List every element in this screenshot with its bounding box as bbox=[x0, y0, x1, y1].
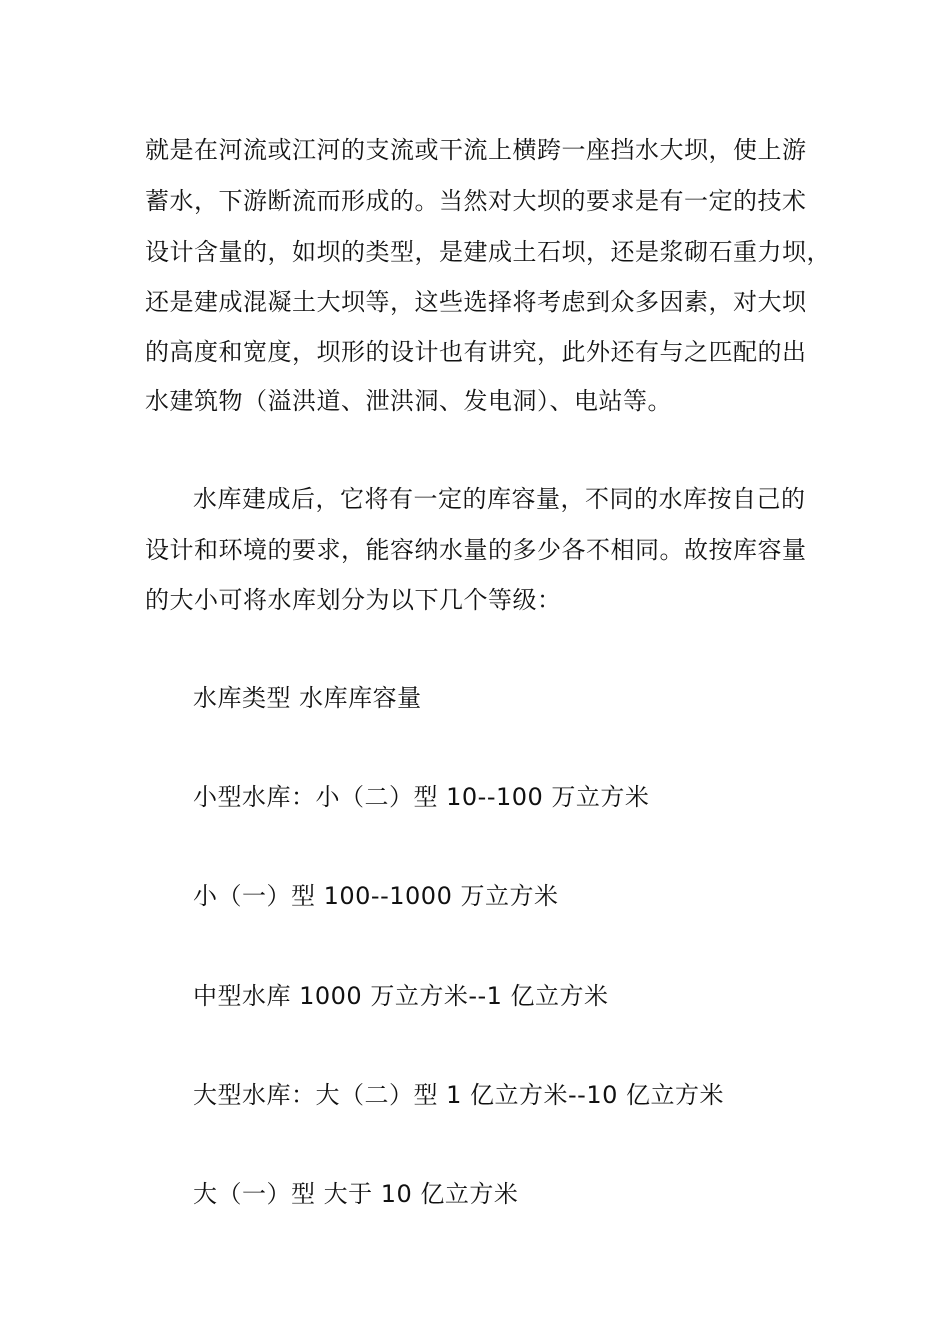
paragraph-1-line-5: 的高度和宽度，坝形的设计也有讲究，此外还有与之匹配的出 bbox=[145, 338, 807, 366]
paragraph-1-line-4: 还是建成混凝土大坝等，这些选择将考虑到众多因素，对大坝 bbox=[145, 288, 807, 316]
paragraph-2-line-3: 的大小可将水库划分为以下几个等级： bbox=[145, 586, 562, 614]
classification-row-large-2: 大型水库：大（二）型 1 亿立方米--10 亿立方米 bbox=[193, 1081, 725, 1109]
classification-header: 水库类型 水库库容量 bbox=[193, 684, 422, 712]
paragraph-2-line-2: 设计和环境的要求，能容纳水量的多少各不相同。故按库容量 bbox=[145, 536, 807, 564]
classification-row-small-2: 小型水库：小（二）型 10--100 万立方米 bbox=[193, 783, 650, 811]
classification-row-medium: 中型水库 1000 万立方米--1 亿立方米 bbox=[193, 982, 609, 1010]
paragraph-1-line-3: 设计含量的，如坝的类型，是建成土石坝，还是浆砌石重力坝， bbox=[145, 238, 831, 266]
paragraph-1-line-2: 蓄水，下游断流而形成的。当然对大坝的要求是有一定的技术 bbox=[145, 187, 807, 215]
classification-row-large-1: 大（一）型 大于 10 亿立方米 bbox=[193, 1180, 519, 1208]
paragraph-1-line-1: 就是在河流或江河的支流或干流上横跨一座挡水大坝，使上游 bbox=[145, 136, 807, 164]
classification-row-small-1: 小（一）型 100--1000 万立方米 bbox=[193, 882, 559, 910]
paragraph-1-line-6: 水建筑物（溢洪道、泄洪洞、发电洞）、电站等。 bbox=[145, 387, 672, 415]
paragraph-2-line-1: 水库建成后，它将有一定的库容量，不同的水库按自己的 bbox=[193, 485, 806, 513]
